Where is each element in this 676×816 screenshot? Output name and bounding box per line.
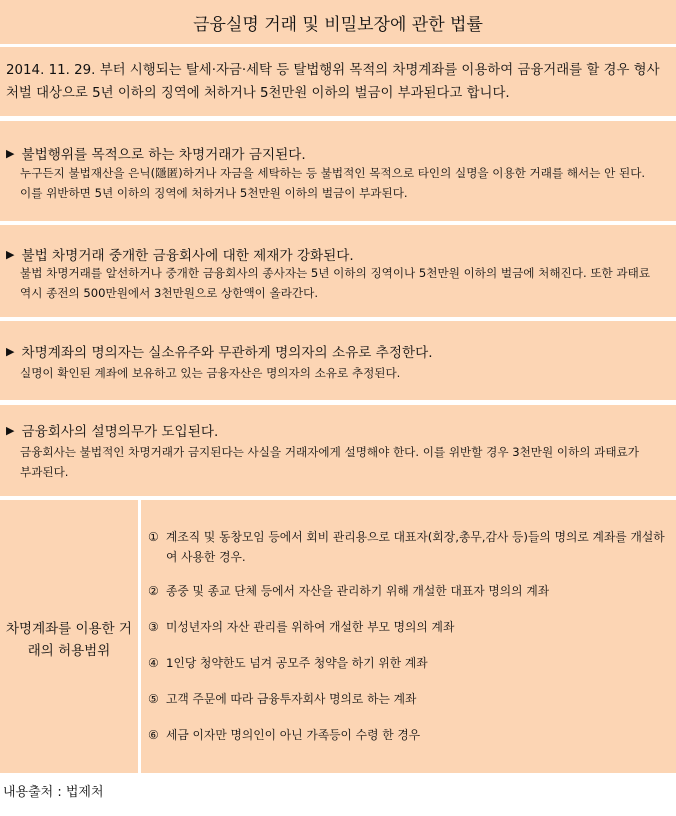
- item-number: ④: [148, 656, 159, 670]
- bullet-triangle-icon: ▶: [6, 247, 15, 261]
- list-item: [148, 689, 666, 709]
- item-text: 계조직 및 동창모임 등에서 회비 관리용으로 대표자(회장,총무,감사 등)들의 명의로 계좌를 개설하여 사용한 경우.: [166, 530, 665, 564]
- section-panel: [0, 121, 676, 221]
- allowed-range-label-cell: [0, 500, 138, 773]
- allowed-range-list: [141, 500, 676, 773]
- intro-text: 2014. 11. 29. 부터 시행되는 탈세·자금·세탁 등 탈법행위 목적의 차명계좌를 이용하여 금융거래를 할 경우 형사처벌 대상으로 5년 이하의 징역에 처하거나 5천만원 이하의 벌금이 부과된다고 합니다.: [6, 63, 660, 101]
- section-panel: [0, 321, 676, 400]
- section-heading-text: 차명계좌의 명의자는 실소유주와 무관하게 명의자의 소유로 추정한다.: [21, 345, 433, 361]
- section-body: 금융회사는 불법적인 차명거래가 금지된다는 사실을 거래자에게 설명해야 한다. 이를 위반할 경우 3천만원 이하의 과태료가 부과된다.: [20, 445, 639, 479]
- item-text: 종중 및 종교 단체 등에서 자산을 관리하기 위해 개설한 대표자 명의의 계좌: [166, 584, 550, 598]
- source-credit: 내용출처 : 법제처: [3, 785, 104, 800]
- item-number: ③: [148, 620, 159, 634]
- list-item: [148, 527, 666, 567]
- section-heading-text: 불법행위를 목적으로 하는 차명거래가 금지된다.: [21, 147, 306, 163]
- section-heading-text: 불법 차명거래 중개한 금융회사에 대한 제재가 강화된다.: [21, 248, 354, 264]
- section-heading: [6, 244, 354, 264]
- bullet-triangle-icon: ▶: [6, 423, 15, 437]
- bullet-triangle-icon: ▶: [6, 146, 15, 160]
- item-text: 세금 이자만 명의인이 아닌 가족등이 수령 한 경우: [166, 728, 421, 742]
- title-banner: [0, 0, 676, 44]
- list-item: [148, 617, 666, 637]
- intro-panel: [0, 47, 676, 116]
- item-number: ⑥: [148, 728, 159, 742]
- section-body: 누구든지 불법재산을 은닉(隱匿)하거나 자금을 세탁하는 등 불법적인 목적으로 타인의 실명을 이용한 거래를 해서는 안 된다. 이를 위반하면 5년 이하의 징역에 처하거나 5천만원 이하의 벌금이 부과된다.: [20, 166, 646, 200]
- section-heading: [6, 341, 433, 361]
- allowed-range-label: 차명계좌를 이용한 거래의 허용범위: [6, 620, 132, 659]
- item-text: 1인당 청약한도 넘겨 공모주 청약을 하기 위한 계좌: [166, 656, 428, 670]
- list-item: [148, 581, 666, 601]
- list-item: [148, 725, 666, 745]
- section-panel: [0, 225, 676, 317]
- allowed-range-table: [0, 500, 676, 773]
- list-item: [148, 653, 666, 673]
- page-title: 금융실명 거래 및 비밀보장에 관한 법률: [193, 14, 483, 35]
- section-heading: [6, 143, 306, 163]
- section-heading-text: 금융회사의 설명의무가 도입된다.: [21, 424, 219, 440]
- item-number: ②: [148, 584, 159, 598]
- item-number: ①: [148, 530, 159, 544]
- section-body: 실명이 확인된 계좌에 보유하고 있는 금융자산은 명의자의 소유로 추정된다.: [20, 366, 401, 380]
- item-text: 미성년자의 자산 관리를 위하여 개설한 부모 명의의 계좌: [166, 620, 455, 634]
- section-panel: [0, 405, 676, 496]
- item-number: ⑤: [148, 692, 159, 706]
- section-heading: [6, 420, 218, 440]
- item-text: 고객 주문에 따라 금융투자회사 명의로 하는 계좌: [166, 692, 417, 706]
- section-body: 불법 차명거래를 알선하거나 중개한 금융회사의 종사자는 5년 이하의 징역이나 5천만원 이하의 벌금에 처해진다. 또한 과태료 역시 종전의 500만원에서 3천만원으로 상한액이 올라간다.: [20, 266, 651, 300]
- bullet-triangle-icon: ▶: [6, 344, 15, 358]
